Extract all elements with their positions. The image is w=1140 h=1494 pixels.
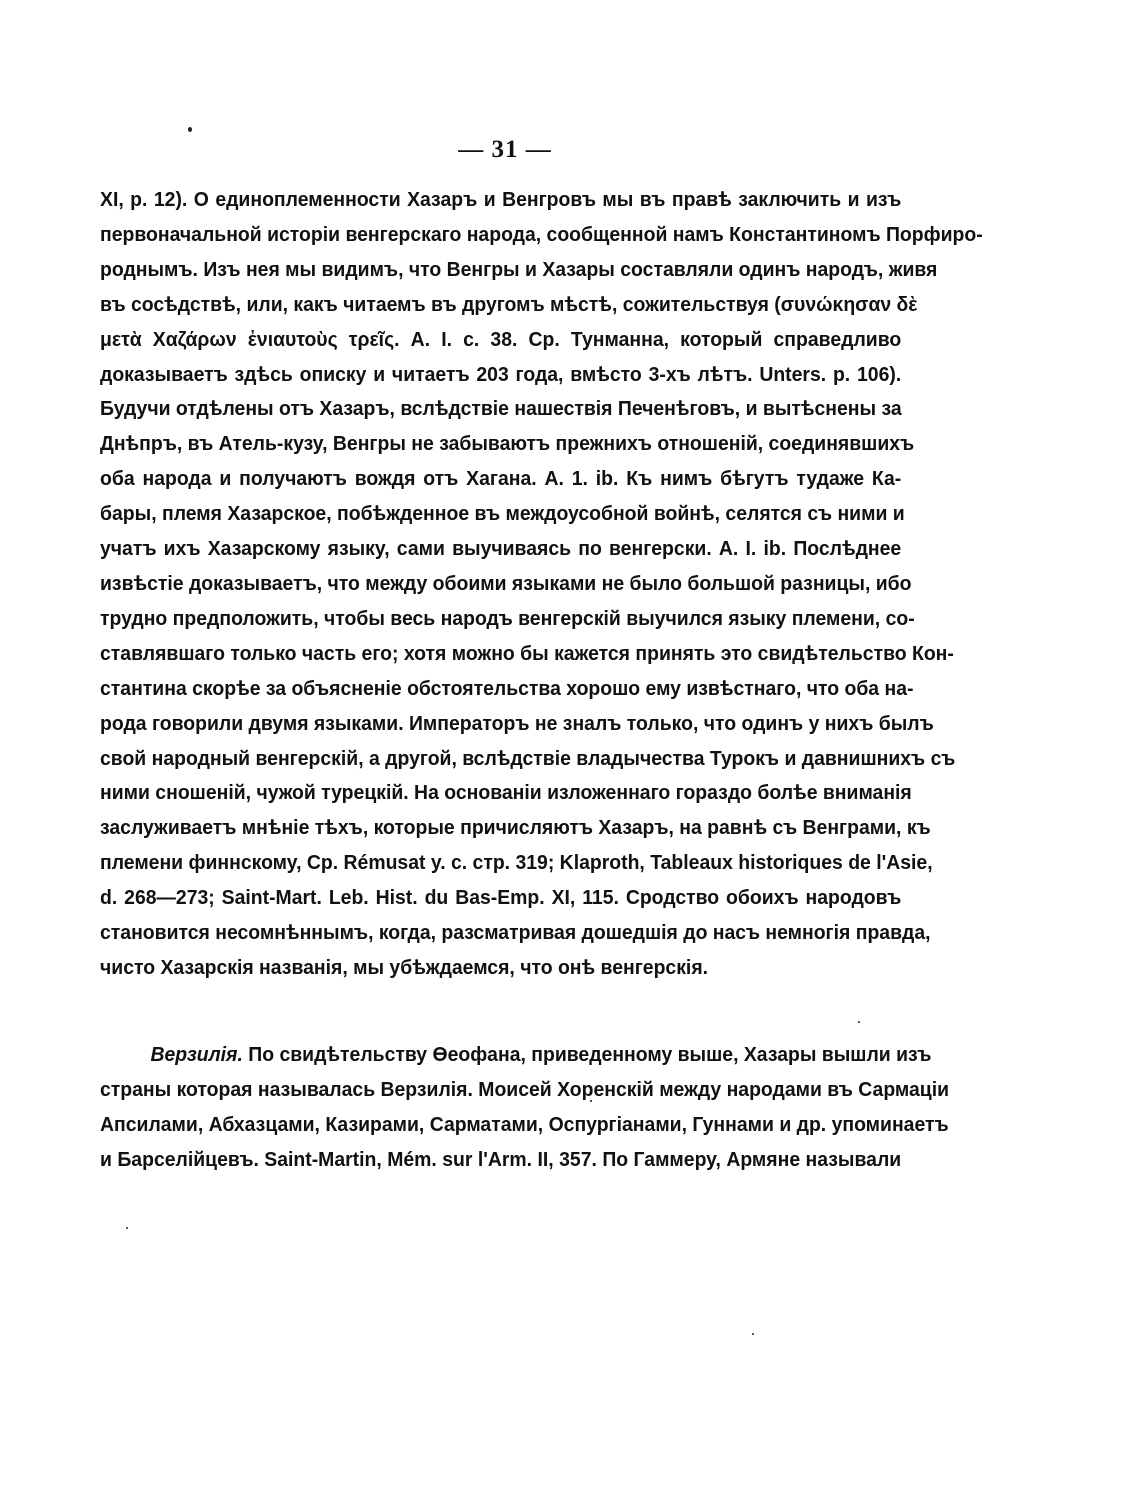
text-line: заслуживаетъ мнѣніе тѣхъ, которые причисляютъ Хазаръ, на равнѣ съ Венграми, къ	[100, 817, 931, 840]
text-line: въ сосѣдствѣ, или, какъ читаемъ въ другомъ мѣстѣ, сожительствуя (συνώκησαν δὲ	[100, 293, 918, 316]
text-line: учатъ ихъ Хазарскому языку, сами выучиваясь по венгерски. А. I. ib. Послѣднее	[100, 538, 902, 561]
text-line: доказываетъ здѣсь описку и читаетъ 203 года, вмѣсто 3-хъ лѣтъ. Unters. p. 106).	[100, 363, 902, 386]
text-line: Днѣпръ, въ Атель-кузу, Венгры не забываютъ прежнихъ отношеній, соединявшихъ	[100, 433, 915, 456]
text-line: племени финнскому, Ср. Rémusat y. c. стр. 319; Klaproth, Tableaux historiques de l'Asie,	[100, 852, 933, 875]
text-line: бары, племя Хазарское, побѣжденное въ междоусобной войнѣ, селятся съ ними и	[100, 503, 905, 526]
text-line-first	[100, 1038, 932, 1073]
section-lead-word: Верзилія.	[150, 1044, 243, 1066]
text-line: и Барселійцевъ. Saint-Martin, Mém. sur l'Arm. II, 357. По Гаммеру, Армяне называли	[100, 1148, 902, 1171]
print-speck	[188, 127, 192, 132]
text-line: ними сношеній, чужой турецкій. На основаніи изложеннаго гораздо болѣе вниманія	[100, 782, 912, 805]
text-line: XI, p. 12). О единоплеменности Хазаръ и Венгровъ мы въ правѣ заключить и изъ	[100, 189, 902, 211]
text-line: становится несомнѣннымъ, когда, разсматривая дошедшія до насъ немногія правда,	[100, 922, 931, 945]
text-line: μετὰ Χαζάρων ἐνιαυτοὺς τρεῖς. А. I. c. 38. Ср. Тунманна, который справедливо	[100, 328, 902, 351]
text-line: первоначальной исторіи венгерскаго народа, сообщенной намъ Константиномъ Порфиро-	[100, 223, 983, 246]
print-speck	[858, 1021, 860, 1023]
text-line: d. 268—273; Saint-Mart. Leb. Hist. du Bas-Emp. XI, 115. Сродство обоихъ народовъ	[100, 887, 902, 910]
text-line: свой народный венгерскій, а другой, вслѣдствіе владычества Турокъ и давнишнихъ съ	[100, 747, 956, 770]
text-line: Будучи отдѣлены отъ Хазаръ, вслѣдствіе нашествія Печенѣговъ, и вытѣснены за	[100, 398, 902, 421]
page-number: — 31 —	[458, 136, 552, 163]
text-line: извѣстіе доказываетъ, что между обоими языками не было большой разницы, ибо	[100, 572, 912, 595]
text-line: чисто Хазарскія названія, мы убѣждаемся, что онѣ венгерскія.	[100, 956, 709, 979]
text-line: оба народа и получаютъ вождя отъ Хагана. А. 1. ib. Къ нимъ бѣгутъ тудаже Ка-	[100, 468, 902, 491]
text-line: Апсилами, Абхазцами, Казирами, Сарматами, Оспургіанами, Гуннами и др. упоминаетъ	[100, 1113, 949, 1136]
text-fragment: По свидѣтельству Өеофана, приведенному выше, Хазары вышли изъ	[248, 1044, 932, 1066]
print-speck	[126, 1227, 128, 1229]
paragraph-khazars-hungarians	[100, 183, 983, 986]
text-line: трудно предположить, чтобы весь народъ венгерскій выучился языку племени, со-	[100, 607, 915, 630]
text-line: страны которая называлась Верзилія. Моисей Хоренскій между народами въ Сармаціи	[100, 1078, 950, 1101]
text-line: рода говорили двумя языками. Императоръ не зналъ только, что одинъ у нихъ былъ	[100, 712, 934, 735]
text-line: стантина скорѣе за объясненіе обстоятельства хорошо ему извѣстнаго, что оба на-	[100, 677, 914, 700]
text-line: ставлявшаго только часть его; хотя можно бы кажется принять это свидѣтельство Кон-	[100, 642, 954, 665]
print-speck	[752, 1333, 754, 1335]
text-line: роднымъ. Изъ нея мы видимъ, что Венгры и Хазары составляли одинъ народъ, живя	[100, 258, 938, 281]
paragraph-verzilia	[100, 1038, 950, 1178]
